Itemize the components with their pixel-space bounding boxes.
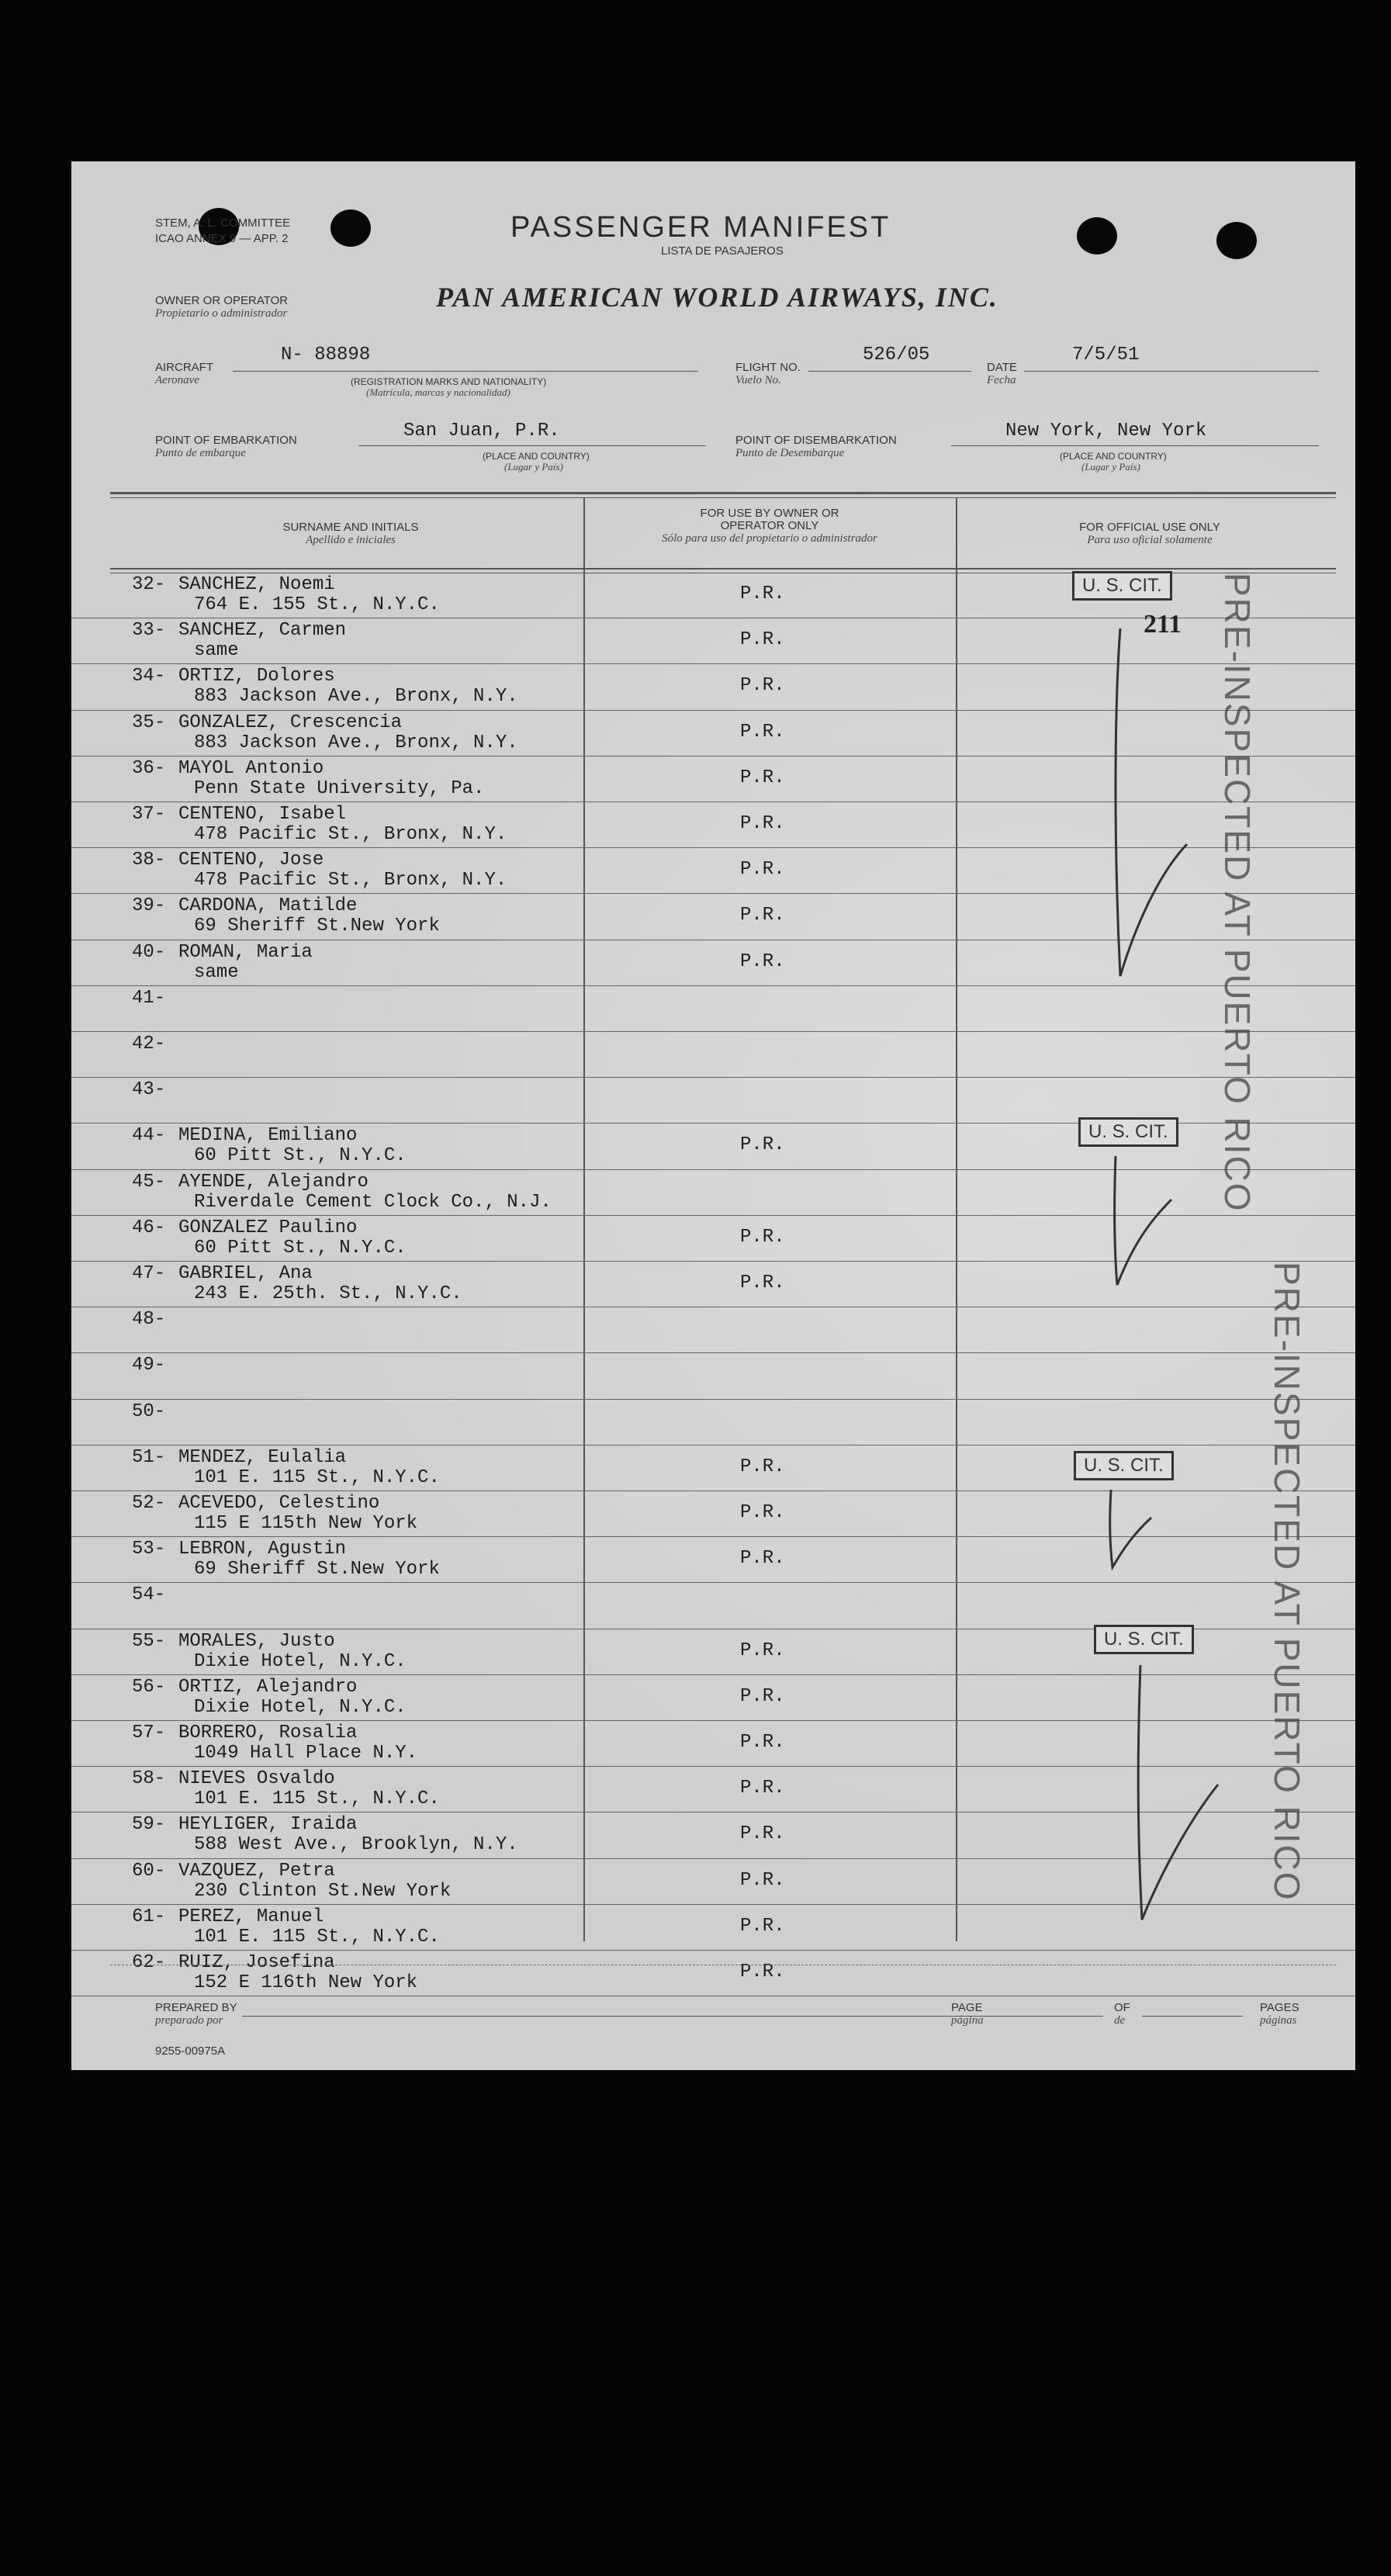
row-number: 49- (132, 1355, 166, 1376)
registration-label-es: (Matrícula, marcas y nacionalidad) (366, 386, 510, 398)
row-number: 38- (132, 850, 166, 871)
row-number: 44- (132, 1125, 166, 1147)
passenger-name: GONZALEZ, Crescencia (178, 712, 403, 733)
passenger-address: Dixie Hotel, N.Y.C. (194, 1650, 407, 1672)
prepared-by-label-es: preparado por (155, 2014, 223, 2027)
operator-code: P.R. (740, 629, 785, 651)
passenger-address: same (194, 640, 239, 662)
passenger-address: 60 Pitt St., N.Y.C. (194, 1237, 407, 1259)
passenger-name: GONZALEZ Paulino (178, 1217, 358, 1238)
row-number: 57- (132, 1723, 166, 1743)
row-number: 50- (132, 1401, 166, 1422)
table-row (71, 1537, 1355, 1583)
aircraft-label-es: Aeronave (155, 374, 199, 386)
operator-code: P.R. (740, 1226, 785, 1248)
us-citizen-stamp: U. S. CIT. (1072, 571, 1172, 601)
table-row (71, 1951, 1355, 1996)
passenger-name: ROMAN, Maria (178, 941, 313, 963)
operator-code: P.R. (740, 859, 785, 881)
row-number: 40- (132, 941, 166, 963)
passenger-name: SANCHEZ, Noemi (178, 574, 335, 595)
operator-code: P.R. (740, 1732, 785, 1753)
passenger-name: PEREZ, Manuel (178, 1906, 324, 1927)
column-header-name (157, 521, 545, 546)
operator-code: P.R. (740, 1915, 785, 1937)
passenger-name: MAYOL Antonio (178, 757, 324, 779)
row-number: 41- (132, 987, 166, 1009)
passenger-address: 478 Pacific St., Bronx, N.Y. (194, 870, 507, 892)
passenger-name: HEYLIGER, Iraida (178, 1814, 358, 1836)
operator-code: P.R. (740, 721, 785, 743)
row-number: 48- (132, 1309, 166, 1331)
manifest-sheet (71, 161, 1355, 2070)
owner-label-es: Propietario o administrador (155, 307, 288, 320)
page-subtitle: LISTA DE PASAJEROS (661, 244, 784, 258)
row-number: 56- (132, 1676, 166, 1698)
place-label-es: (Lugar y País) (504, 461, 563, 473)
passenger-address: 69 Sheriff St.New York (194, 916, 440, 937)
row-number: 53- (132, 1539, 166, 1560)
row-number: 35- (132, 712, 166, 733)
passenger-name: RUIZ, Josefina (178, 1952, 335, 1973)
passenger-name: ORTIZ, Dolores (178, 666, 335, 687)
passenger-address: Dixie Hotel, N.Y.C. (194, 1696, 407, 1718)
passenger-address: Riverdale Cement Clock Co., N.J. (194, 1191, 552, 1213)
row-number: 55- (132, 1630, 166, 1652)
passenger-address: 152 E 116th New York (194, 1972, 418, 1993)
row-number: 54- (132, 1584, 166, 1606)
operator-code: P.R. (740, 767, 785, 788)
table-row (71, 986, 1355, 1032)
column-header-operator-label: FOR USE BY OWNER OR OPERATOR ONLY (700, 507, 839, 532)
form-reference-2: ICAO ANNEX 9 — APP. 2 (155, 232, 289, 245)
airline-name: PAN AMERICAN WORLD AIRWAYS, INC. (436, 282, 998, 313)
row-number: 34- (132, 666, 166, 687)
table-row (71, 1491, 1355, 1537)
place-label: (PLACE AND COUNTRY) (483, 451, 590, 462)
place-label-2: (PLACE AND COUNTRY) (1060, 451, 1167, 462)
pre-inspected-stamp: PRE-INSPECTED AT PUERTO RICO (1267, 1262, 1307, 1902)
row-number: 51- (132, 1446, 166, 1468)
aircraft-value: N- 88898 (281, 345, 371, 365)
passenger-address: 60 Pitt St., N.Y.C. (194, 1145, 407, 1167)
pages-label: PAGES (1260, 2001, 1299, 2014)
of-label-es: de (1114, 2014, 1126, 2027)
page-title: PASSENGER MANIFEST (510, 211, 891, 244)
checkmark-icon (1103, 619, 1196, 984)
operator-code: P.R. (740, 583, 785, 604)
row-number: 42- (132, 1034, 166, 1054)
passenger-address: 478 Pacific St., Bronx, N.Y. (194, 824, 507, 845)
owner-label: OWNER OR OPERATOR (155, 294, 289, 307)
punch-hole (330, 209, 371, 247)
prepared-by-label: PREPARED BY (155, 2001, 237, 2014)
flight-label-es: Vuelo No. (735, 374, 781, 386)
date-label: DATE (987, 361, 1017, 374)
operator-code: P.R. (740, 1548, 785, 1570)
passenger-name: VAZQUEZ, Petra (178, 1860, 335, 1882)
operator-code: P.R. (740, 950, 785, 972)
passenger-address: 230 Clinton St.New York (194, 1880, 452, 1902)
column-header-operator (614, 507, 925, 545)
passenger-name: MORALES, Justo (178, 1630, 335, 1652)
passenger-address: 883 Jackson Ave., Bronx, N.Y. (194, 732, 518, 753)
operator-code: P.R. (740, 1134, 785, 1156)
form-reference-1: STEM, A. L. COMMITTEE (155, 216, 291, 230)
operator-code: P.R. (740, 675, 785, 697)
column-header-name-label-es: Apellido e iniciales (306, 534, 396, 546)
operator-code: P.R. (740, 1456, 785, 1477)
place-label-es-2: (Lugar y País) (1081, 461, 1140, 473)
punch-hole (1216, 222, 1257, 259)
checkmark-icon (1109, 1153, 1179, 1293)
passenger-name: GABRIEL, Ana (178, 1263, 313, 1284)
row-number: 33- (132, 620, 166, 642)
column-header-official (995, 521, 1305, 546)
checkmark-icon (1103, 1487, 1157, 1572)
date-value: 7/5/51 (1072, 345, 1140, 365)
row-number: 61- (132, 1906, 166, 1927)
of-label: OF (1114, 2001, 1130, 2014)
passenger-address: 101 E. 115 St., N.Y.C. (194, 1466, 440, 1488)
punch-hole (1077, 217, 1117, 254)
pages-label-es: páginas (1260, 2014, 1297, 2027)
table-row (71, 1353, 1355, 1399)
table-row (71, 1583, 1355, 1629)
row-number: 32- (132, 574, 166, 595)
passenger-name: MEDINA, Emiliano (178, 1125, 358, 1147)
operator-code: P.R. (740, 1685, 785, 1707)
column-header-official-label-es: Para uso oficial solamente (1087, 534, 1213, 546)
passenger-name: LEBRON, Agustin (178, 1539, 347, 1560)
flight-label: FLIGHT NO. (735, 361, 801, 374)
disembarkation-value: New York, New York (1005, 421, 1207, 441)
passenger-name: MENDEZ, Eulalia (178, 1446, 347, 1468)
operator-code: P.R. (740, 1961, 785, 1982)
column-header-operator-label-es: Sólo para uso del propietario o administrador (662, 532, 877, 545)
passenger-name: NIEVES Osvaldo (178, 1768, 335, 1790)
table-row (71, 1032, 1355, 1078)
disembarkation-label: POINT OF DISEMBARKATION (735, 434, 897, 447)
row-number: 45- (132, 1171, 166, 1193)
flight-number: 526/05 (863, 345, 930, 365)
us-citizen-stamp: U. S. CIT. (1094, 1625, 1194, 1654)
pre-inspected-stamp: PRE-INSPECTED AT PUERTO RICO (1217, 573, 1258, 1213)
page-label-es: página (951, 2014, 984, 2027)
disembarkation-label-es: Punto de Desembarque (735, 447, 845, 459)
passenger-address: Penn State University, Pa. (194, 777, 485, 799)
row-number: 46- (132, 1217, 166, 1238)
passenger-address: 101 E. 115 St., N.Y.C. (194, 1788, 440, 1810)
checkmark-icon (1133, 1660, 1226, 1924)
table-row (71, 1307, 1355, 1353)
row-number: 59- (132, 1814, 166, 1836)
passenger-name: ORTIZ, Alejandro (178, 1676, 358, 1698)
operator-code: P.R. (740, 1823, 785, 1845)
page-label: PAGE (951, 2001, 983, 2014)
embarkation-label-es: Punto de embarque (155, 447, 246, 459)
table-row (71, 1400, 1355, 1446)
registration-label: (REGISTRATION MARKS AND NATIONALITY) (351, 376, 547, 387)
operator-code: P.R. (740, 813, 785, 834)
row-number: 58- (132, 1768, 166, 1790)
passenger-name: ACEVEDO, Celestino (178, 1493, 380, 1514)
passenger-address: 588 West Ave., Brooklyn, N.Y. (194, 1834, 518, 1856)
passenger-address: 115 E 115th New York (194, 1513, 418, 1534)
column-header-official-label: FOR OFFICIAL USE ONLY (1079, 521, 1220, 534)
passenger-address: 764 E. 155 St., N.Y.C. (194, 594, 440, 615)
row-number: 60- (132, 1860, 166, 1882)
passenger-address: 243 E. 25th. St., N.Y.C. (194, 1283, 462, 1304)
passenger-name: SANCHEZ, Carmen (178, 620, 347, 642)
row-number: 43- (132, 1079, 166, 1101)
passenger-address: 101 E. 115 St., N.Y.C. (194, 1926, 440, 1948)
passenger-name: AYENDE, Alejandro (178, 1171, 369, 1193)
passenger-name: CENTENO, Isabel (178, 804, 347, 825)
embarkation-label: POINT OF EMBARKATION (155, 434, 297, 447)
row-number: 37- (132, 804, 166, 825)
passenger-name: BORRERO, Rosalia (178, 1723, 358, 1743)
operator-code: P.R. (740, 1778, 785, 1799)
column-header-name-label: SURNAME AND INITIALS (282, 521, 419, 534)
us-citizen-stamp: U. S. CIT. (1078, 1117, 1178, 1147)
aircraft-label: AIRCRAFT (155, 361, 213, 374)
operator-code: P.R. (740, 1639, 785, 1661)
embarkation-value: San Juan, P.R. (403, 421, 560, 441)
operator-code: P.R. (740, 1869, 785, 1891)
date-label-es: Fecha (987, 374, 1016, 386)
operator-code: P.R. (740, 1502, 785, 1523)
row-number: 62- (132, 1952, 166, 1973)
operator-code: P.R. (740, 905, 785, 926)
passenger-address: 1049 Hall Place N.Y. (194, 1743, 418, 1764)
row-number: 47- (132, 1263, 166, 1284)
passenger-name: CARDONA, Matilde (178, 895, 358, 917)
row-number: 52- (132, 1493, 166, 1514)
passenger-name: CENTENO, Jose (178, 850, 324, 871)
operator-code: P.R. (740, 1272, 785, 1293)
form-number: 9255-00975A (155, 2045, 226, 2058)
passenger-address: same (194, 961, 239, 983)
passenger-count: 211 (1144, 610, 1182, 639)
passenger-address: 69 Sheriff St.New York (194, 1559, 440, 1581)
us-citizen-stamp: U. S. CIT. (1074, 1451, 1174, 1480)
row-number: 36- (132, 757, 166, 779)
row-number: 39- (132, 895, 166, 917)
passenger-address: 883 Jackson Ave., Bronx, N.Y. (194, 686, 518, 708)
